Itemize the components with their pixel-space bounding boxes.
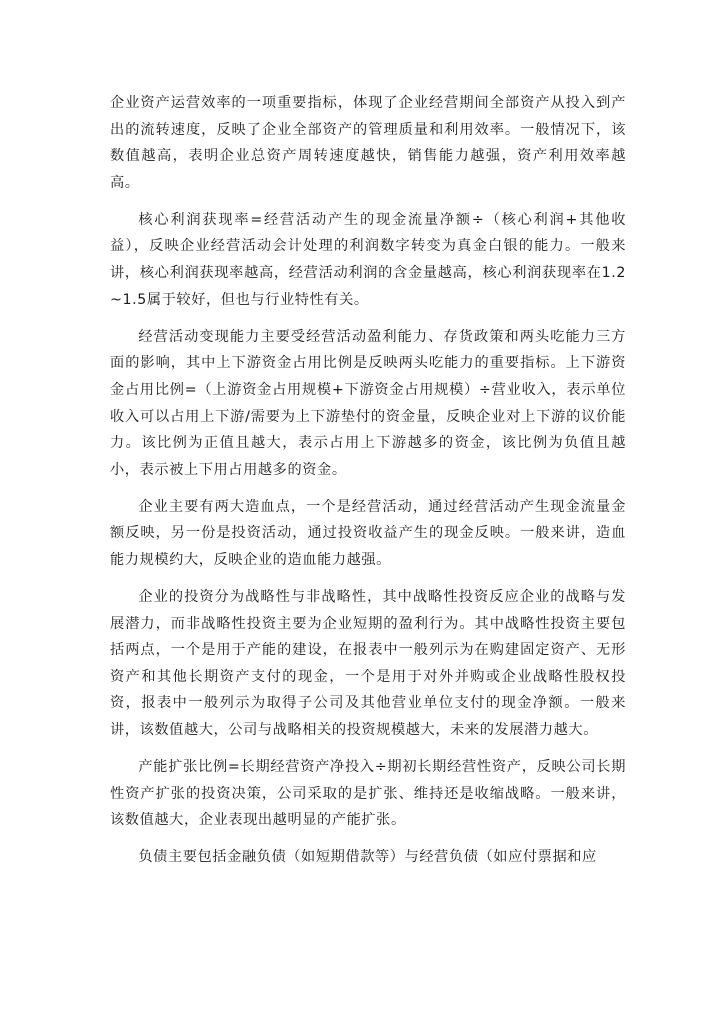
paragraph-liabilities: 负债主要包括金融负债（如短期借款等）与经营负债（如应付票据和应 [138,849,597,866]
paragraph-asset-turnover: 企业资产运营效率的一项重要指标，体现了企业经营期间全部资产从投入到产出的流转速度，反映了企业全部资产的管理质量和利用效率。一般情况下，该数值越高，表明企业总资产周转速度越快，销售能力越强，资产利用效率越高。 [110,95,626,191]
document-body [110,90,626,882]
paragraph-strategic-investment: 企业的投资分为战略性与非战略性，其中战略性投资反应企业的战略与发展潜力，而非战略性投资主要为企业短期的盈利行为。其中战略性投资主要包括两点，一个是用于产能的建设，在报表中一般列示为在购建固定资产、无形资产和其他长期资产支付的现金，一个是用于对外并购或企业战略性股权投资，报表中一般列示为取得子公司及其他营业单位支付的现金净额。一般来讲，该数值越大，公司与战略相关的投资规模越大，未来的发展潜力越大。 [110,589,626,739]
paragraph-blood-making-points: 企业主要有两大造血点，一个是经营活动，通过经营活动产生现金流量金额反映，另一份是投资活动，通过投资收益产生的现金反映。一般来讲，造血能力规模约大，反映企业的造血能力越强。 [110,498,626,568]
paragraph-core-profit-cash-ratio: 核心利润获现率=经营活动产生的现金流量净额÷（核心利润+其他收益），反映企业经营活动会计处理的利润数字转变为真金白银的能力。一般来讲，核心利润获现率越高，经营活动利润的含金量越高，核心利润获现率在1.2~1.5属于较好，但也与行业特性有关。 [110,211,626,308]
paragraph-supply-chain-funds: 经营活动变现能力主要受经营活动盈利能力、存货政策和两头吃能力三方面的影响，其中上下游资金占用比例是反映两头吃能力的重要指标。上下游资金占用比例=（上游资金占用规模+下游资金占用规模）÷营业收入，表示单位收入可以占用上下游/需要为上下游垫付的资金量，反映企业对上下游的议价能力。该比例为正值且越大，表示占用上下游越多的资金，该比例为负值且越小，表示被上下用占用越多的资金。 [110,328,626,478]
paragraph-capacity-expansion: 产能扩张比例=长期经营资产净投入÷期初长期经营性资产，反映公司长期性资产扩张的投资决策，公司采取的是扩张、维持还是收缩战略。一般来讲，该数值越大，企业表现出越明显的产能扩张。 [110,759,626,829]
